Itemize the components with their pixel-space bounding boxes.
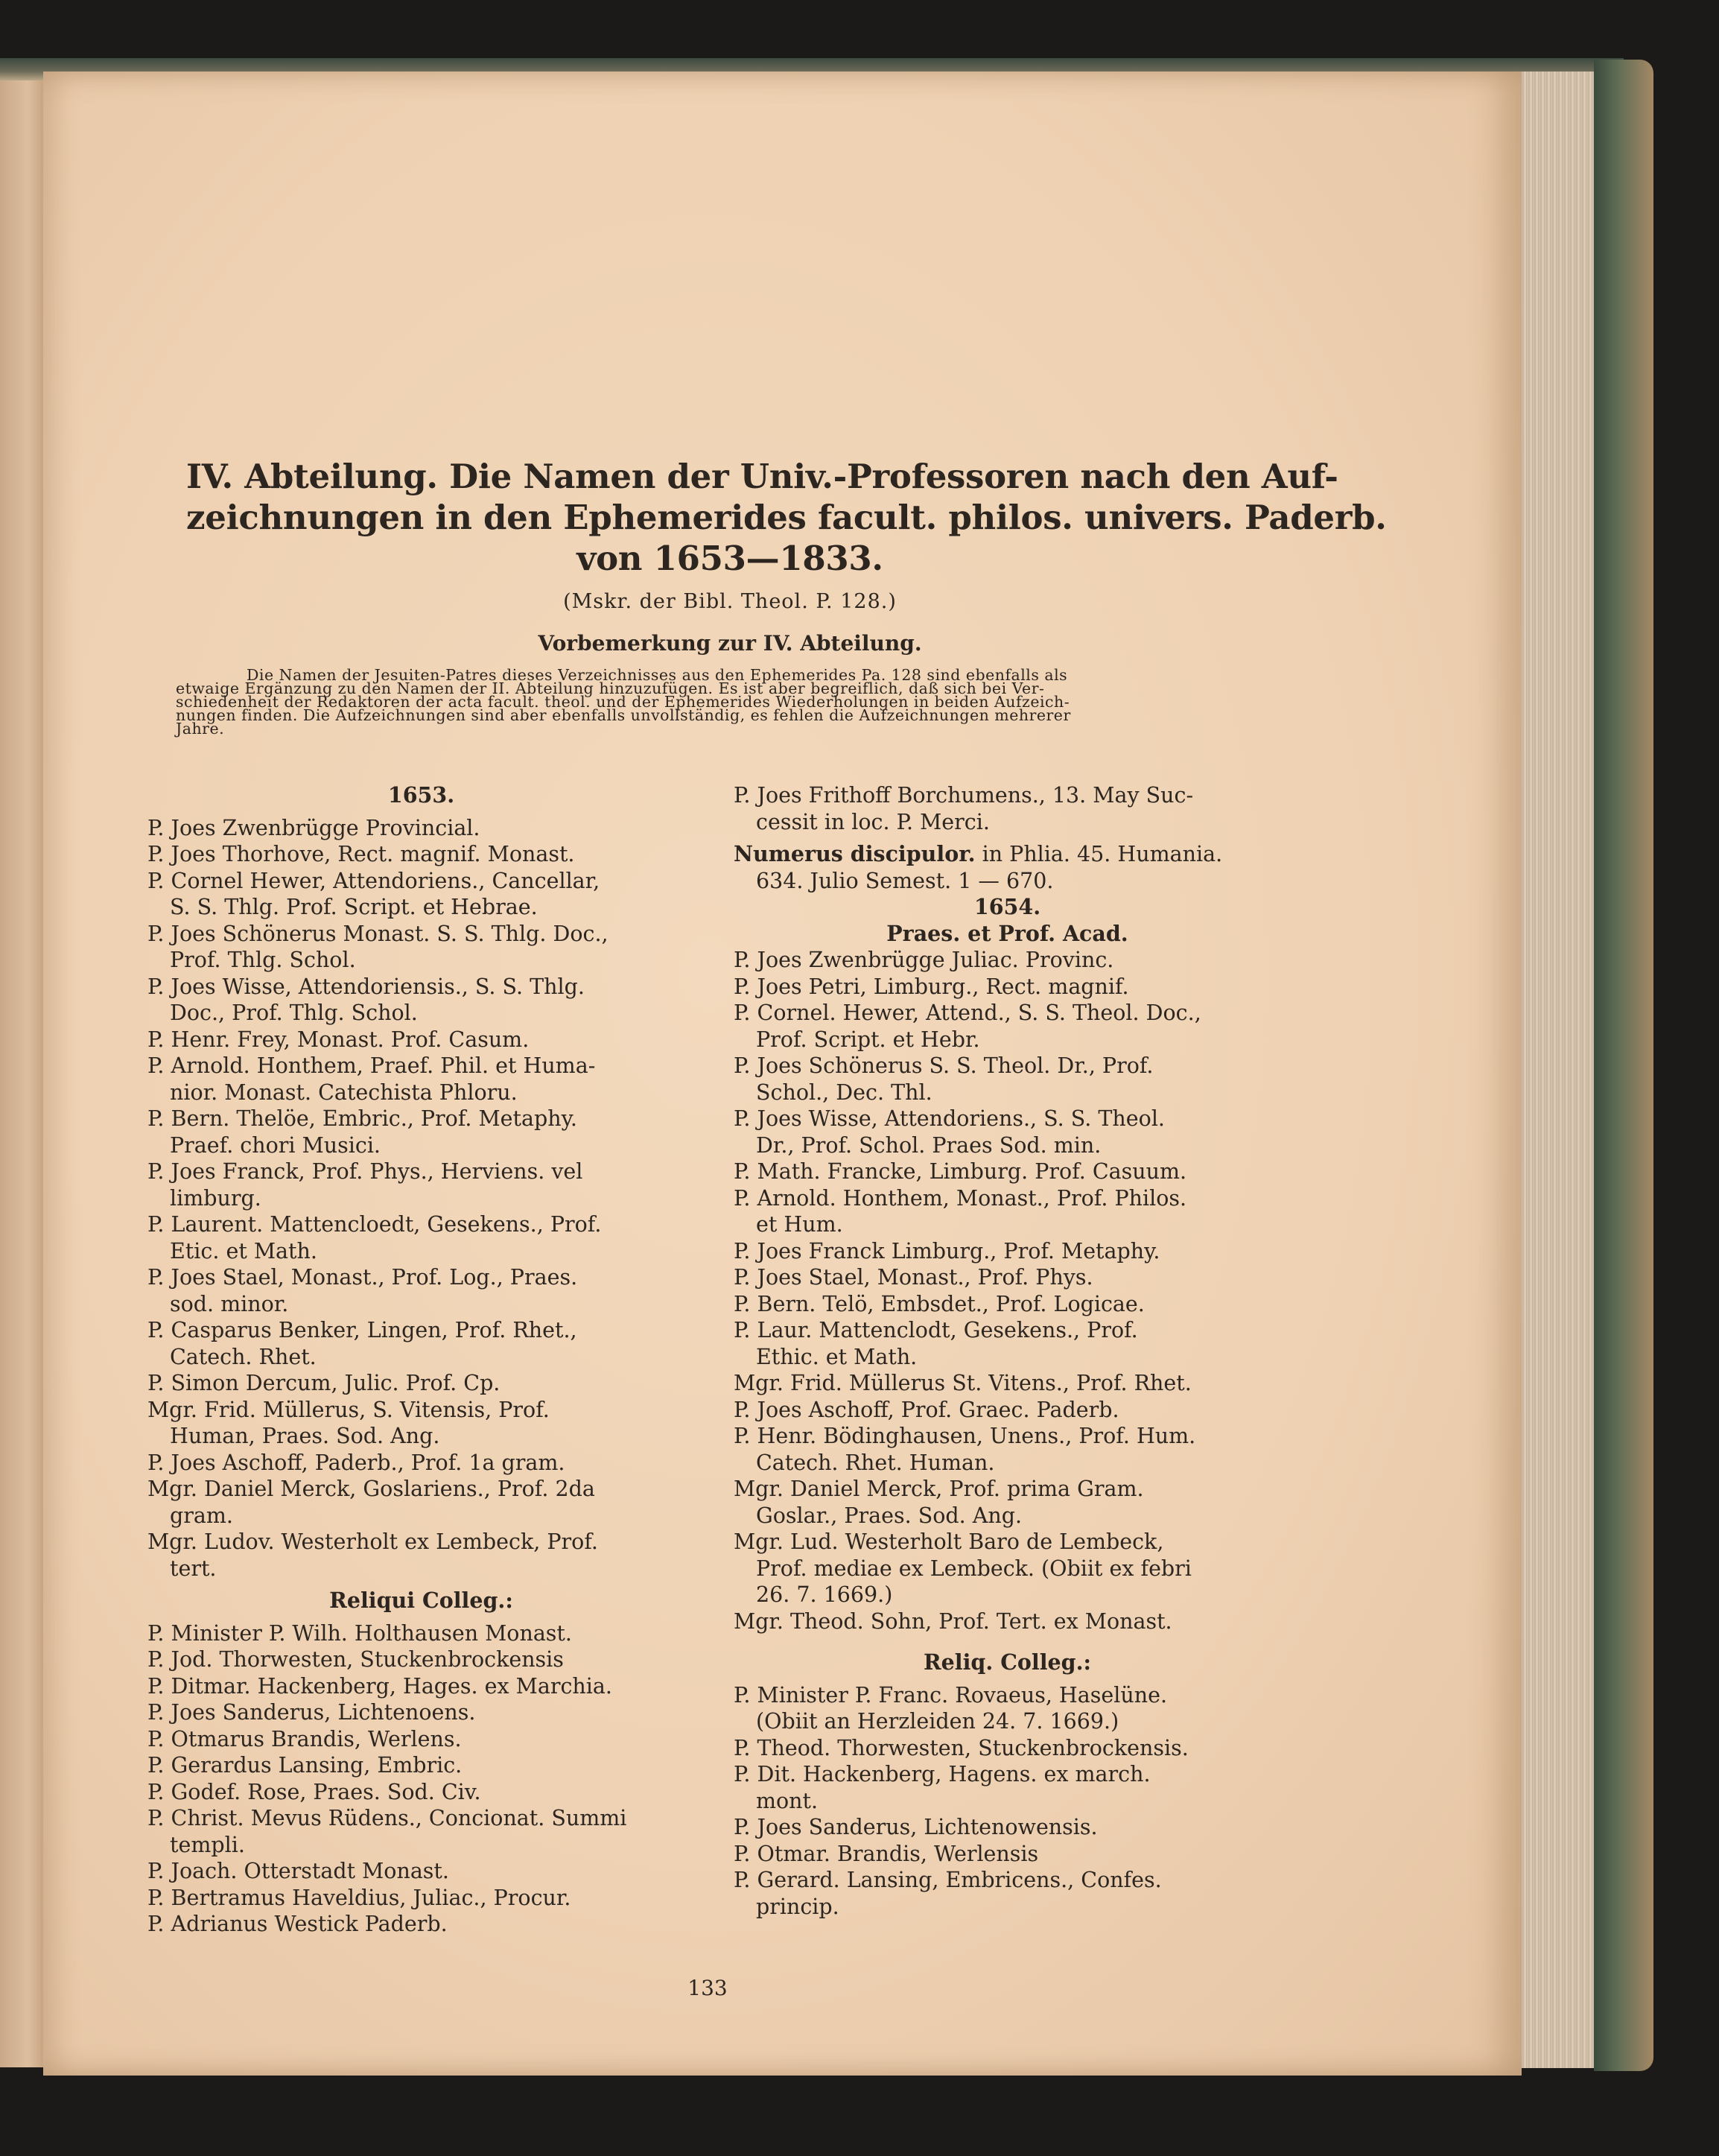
list-item: P. Godef. Rose, Praes. Sod. Civ. — [147, 1779, 481, 1804]
list-item: P. Arnold. Honthem, Monast., Prof. Philos. — [734, 1185, 1187, 1211]
list-item: mont. — [756, 1788, 819, 1813]
list-item: gram. — [170, 1503, 233, 1528]
preliminary-line: nungen finden. Die Aufzeichnungen sind aber ebenfalls unvollständig, es fehlen die Aufzeichnungen mehrerer — [176, 706, 1071, 724]
list-item: P. Minister P. Franc. Rovaeus, Haselüne. — [734, 1682, 1168, 1708]
list-item: P. Joes Wisse, Attendoriens., S. S. Theol. — [734, 1106, 1165, 1131]
list-item: P. Joes Zwenbrügge Provincial. — [147, 815, 480, 840]
list-item: Mgr. Frid. Müllerus St. Vitens., Prof. Rhet. — [734, 1371, 1192, 1395]
list-item: P. Otmarus Brandis, Werlens. — [147, 1726, 462, 1751]
list-item: P. Joes Sanderus, Lichtenowensis. — [734, 1815, 1098, 1839]
list-item: Prof. Script. et Hebr. — [756, 1027, 980, 1052]
list-item: P. Simon Dercum, Julic. Prof. Cp. — [147, 1371, 501, 1395]
list-item: Ethic. et Math. — [756, 1344, 918, 1369]
left-column — [147, 782, 695, 1938]
list-item: P. Henr. Bödinghausen, Unens., Prof. Hum. — [734, 1424, 1196, 1448]
list-item: Prof. Thlg. Schol. — [170, 948, 356, 972]
heading-line: IV. Abteilung. Die Namen der Univ.-Professoren nach den Auf- — [186, 457, 1338, 496]
list-item: Human, Praes. Sod. Ang. — [170, 1424, 440, 1448]
list-item: P. Gerardus Lansing, Embric. — [147, 1753, 463, 1778]
list-item: Etic. et Math. — [170, 1238, 317, 1264]
list-item: P. Casparus Benker, Lingen, Prof. Rhet., — [147, 1318, 577, 1342]
list-item: Mgr. Daniel Merck, Goslariens., Prof. 2da — [147, 1477, 595, 1501]
list-item: Dr., Prof. Schol. Praes Sod. min. — [756, 1132, 1102, 1158]
list-item: P. Gerard. Lansing, Embricens., Confes. — [734, 1868, 1162, 1892]
list-item: P. Joes Schönerus Monast. S. S. Thlg. Doc., — [147, 921, 609, 946]
list-item: Catech. Rhet. Human. — [756, 1450, 995, 1475]
list-item: tert. — [170, 1556, 217, 1581]
list-item: P. Joes Franck Limburg., Prof. Metaphy. — [734, 1238, 1160, 1264]
preliminary-text — [176, 666, 1271, 738]
preliminary-line: etwaige Ergänzung zu den Namen der II. Abteilung hinzuzufügen. Es ist aber begreiflich, daß sich bei Ver- — [176, 679, 1045, 697]
list-item: P. Joes Franck, Prof. Phys., Herviens. vel — [147, 1159, 583, 1184]
list-item: P. Laur. Mattenclodt, Gesekens., Prof. — [734, 1318, 1138, 1342]
praes-heading: Praes. et Prof. Acad. — [886, 920, 1128, 946]
list-item: P. Adrianus Westick Paderb. — [147, 1912, 448, 1936]
list-item: Schol., Dec. Thl. — [756, 1079, 932, 1105]
list-item: P. Joes Thorhove, Rect. magnif. Monast. — [147, 842, 575, 866]
list-item: Mgr. Lud. Westerholt Baro de Lembeck, — [734, 1529, 1164, 1554]
list-item: Praef. chori Musici. — [170, 1132, 381, 1158]
list-item: P. Joes Aschoff, Prof. Graec. Paderb. — [734, 1397, 1119, 1422]
list-item: Mgr. Daniel Merck, Prof. prima Gram. — [734, 1477, 1144, 1501]
list-item: P. Joes Stael, Monast., Prof. Phys. — [734, 1265, 1093, 1290]
heading-line: von 1653—1833. — [576, 539, 883, 578]
list-item: P. Joes Petri, Limburg., Rect. magnif. — [734, 974, 1129, 999]
list-item: nior. Monast. Catechista Phloru. — [170, 1079, 518, 1105]
numerus-label: Numerus discipulor. — [734, 841, 976, 866]
list-item: P. Joes Aschoff, Paderb., Prof. 1a gram. — [147, 1450, 565, 1475]
numerus-line — [734, 841, 1281, 868]
list-item: P. Jod. Thorwesten, Stuckenbrockensis — [147, 1647, 564, 1672]
list-item: P. Theod. Thorwesten, Stuckenbrockensis. — [734, 1735, 1189, 1760]
list-item: Prof. mediae ex Lembeck. (Obiit ex febri — [756, 1556, 1192, 1581]
list-item: P. Cornel. Hewer, Attend., S. S. Theol. Doc., — [734, 1001, 1201, 1025]
year-heading: 1653. — [387, 782, 455, 808]
list-item: S. S. Thlg. Prof. Script. et Hebrae. — [170, 895, 538, 919]
preliminary-line: Jahre. — [176, 720, 225, 738]
list-item: P. Bern. Telö, Embsdet., Prof. Logicae. — [734, 1291, 1145, 1316]
list-item: P. Math. Francke, Limburg. Prof. Casuum. — [734, 1159, 1187, 1184]
list-item: P. Joes Zwenbrügge Juliac. Provinc. — [734, 948, 1114, 972]
section-heading — [186, 456, 1387, 579]
left-page-edge — [0, 71, 46, 2067]
list-item: et Hum. — [756, 1212, 843, 1237]
list-item: Doc., Prof. Thlg. Schol. — [170, 1001, 418, 1025]
list-item: 26. 7. 1669.) — [756, 1582, 893, 1607]
list-item: P. Christ. Mevus Rüdens., Concionat. Summi — [147, 1806, 627, 1830]
list-item: cessit in loc. P. Merci. — [756, 809, 990, 834]
list-item: princip. — [756, 1894, 839, 1919]
heading-line: zeichnungen in den Ephemerides facult. philos. univers. Paderb. — [186, 498, 1387, 537]
list-item: P. Arnold. Honthem, Praef. Phil. et Huma- — [147, 1053, 596, 1078]
list-item: P. Joes Frithoff Borchumens., 13. May Suc- — [734, 783, 1194, 808]
right-column — [734, 782, 1281, 1920]
list-item: Goslar., Praes. Sod. Ang. — [756, 1503, 1023, 1528]
preliminary-line: schiedenheit der Redaktoren der acta facult. theol. und der Ephemerides Wiederholungen in beiden Aufzeich- — [176, 693, 1070, 711]
year-heading: 1654. — [973, 894, 1041, 919]
list-item: P. Otmar. Brandis, Werlensis — [734, 1841, 1039, 1866]
list-item: P. Joes Sanderus, Lichtenoens. — [147, 1700, 476, 1725]
list-item: P. Joach. Otterstadt Monast. — [147, 1859, 449, 1883]
page-number: 133 — [687, 1976, 728, 2000]
book-cover-right — [1594, 60, 1653, 2071]
list-item: P. Laurent. Mattencloedt, Gesekens., Prof. — [147, 1212, 602, 1237]
list-item: P. Minister P. Wilh. Holthausen Monast. — [147, 1620, 572, 1646]
list-item: P. Joes Stael, Monast., Prof. Log., Praes. — [147, 1265, 578, 1290]
list-item: P. Dit. Hackenberg, Hagens. ex march. — [734, 1762, 1151, 1786]
list-item: P. Joes Schönerus S. S. Theol. Dr., Prof. — [734, 1053, 1154, 1078]
list-item: sod. minor. — [170, 1291, 289, 1316]
list-item: P. Ditmar. Hackenberg, Hages. ex Marchia. — [147, 1673, 612, 1699]
list-item: P. Cornel Hewer, Attendoriens., Cancellar, — [147, 868, 600, 893]
list-item: Catech. Rhet. — [170, 1344, 317, 1369]
reliqui-heading: Reliqui Colleg.: — [329, 1588, 513, 1613]
list-item: limburg. — [170, 1185, 261, 1211]
list-item: templi. — [170, 1832, 245, 1857]
preliminary-line: Die Namen der Jesuiten-Patres dieses Verzeichnisses aus den Ephemerides Pa. 128 sind ebenfalls als — [247, 666, 1068, 684]
list-item: P. Bern. Thelöe, Embric., Prof. Metaphy. — [147, 1106, 577, 1131]
numerus-rest: in Phlia. 45. Humania. — [982, 842, 1223, 866]
list-item: 634. Julio Semest. 1 — 670. — [756, 868, 1054, 893]
list-item: Mgr. Frid. Müllerus, S. Vitensis, Prof. — [147, 1397, 550, 1422]
preliminary-title: Vorbemerkung zur IV. Abteilung. — [538, 631, 922, 656]
list-item: (Obiit an Herzleiden 24. 7. 1669.) — [756, 1709, 1119, 1734]
list-item: Mgr. Theod. Sohn, Prof. Tert. ex Monast. — [734, 1608, 1172, 1634]
reliq-heading: Reliq. Colleg.: — [923, 1649, 1092, 1675]
list-item: P. Bertramus Haveldius, Juliac., Procur. — [147, 1885, 571, 1910]
list-item: P. Henr. Frey, Monast. Prof. Casum. — [147, 1027, 530, 1052]
list-item: Mgr. Ludov. Westerholt ex Lembeck, Prof. — [147, 1529, 598, 1554]
manuscript-source: (Mskr. der Bibl. Theol. P. 128.) — [563, 590, 897, 613]
list-item: P. Joes Wisse, Attendoriensis., S. S. Thlg. — [147, 974, 585, 999]
